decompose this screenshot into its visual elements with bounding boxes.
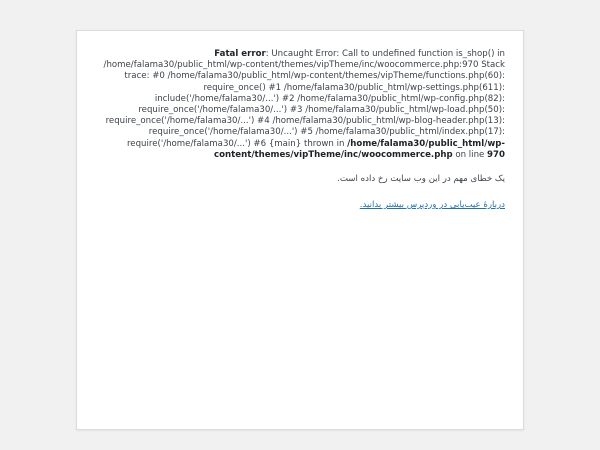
fatal-error-line-number: 970 — [487, 149, 505, 160]
fatal-error-label: Fatal error — [214, 49, 266, 59]
debugging-help-link[interactable]: دربارهٔ عیب‌یابی در وردپرس بیشتر بدانید. — [359, 200, 505, 211]
error-card — [76, 30, 524, 430]
fatal-error-file: /home/falama30/public_html/wp-content/themes/vipTheme/inc/woocommerce.php — [214, 138, 505, 160]
critical-error-notice: یک خطای مهم در این وب سایت رخ داده است. — [337, 174, 505, 185]
fatal-error-on-line: on line — [452, 149, 488, 160]
fatal-error-details: : Uncaught Error: Call to undefined function is_shop() in /home/falama30/public_html/wp-content/themes/vipTheme/inc/woocommerce.php:970 Stack trace: #0 /home/falama30/public_html/wp-content/themes/vipTheme/functions.php(60): require_once() #1 /home/falama30/public_html/wp-settings.php(611): include('/home/falama30/...') #2 /home/falama30/public_html/wp-config.php(82): require_once('/home/falama30/...') #3 /home/falama30/public_html/wp-load.php(50): require_once('/home/falama30/...') #4 /home/falama30/public_html/wp-blog-header.php(13): require_once('/home/falama30/...') #5 /home/falama30/public_html/index.php(17): require('/home/falama30/...') #6 {main} thrown in — [103, 49, 505, 149]
fatal-error-message — [95, 49, 505, 161]
help-link-container — [95, 200, 505, 211]
